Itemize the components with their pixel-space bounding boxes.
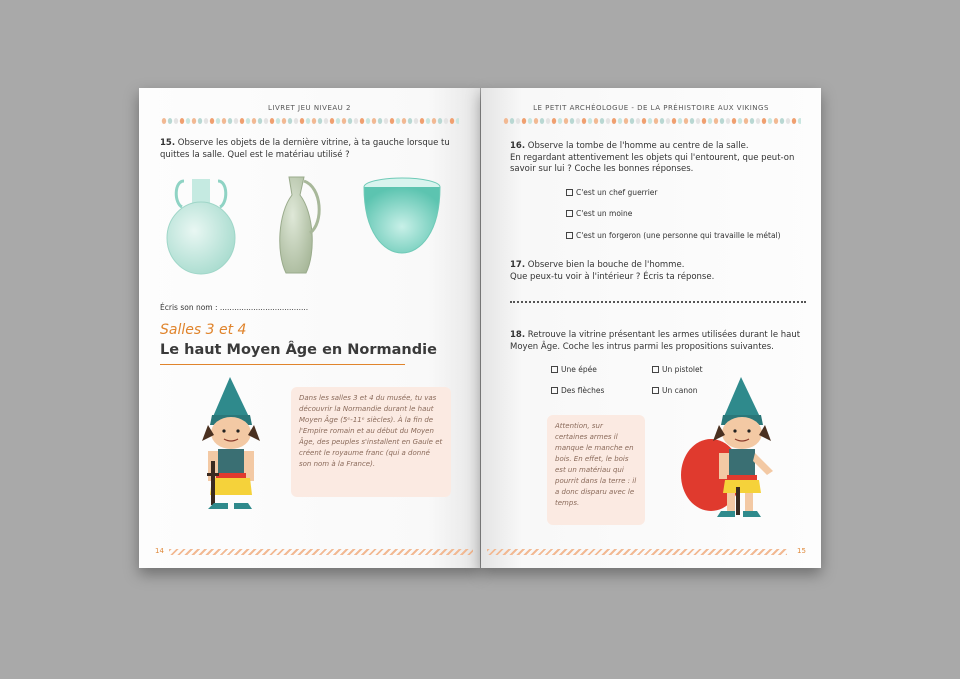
decorative-dot [162,118,166,124]
question-16-line1: Observe la tombe de l'homme au centre de la salle. [527,141,749,151]
decorative-dot [786,118,790,124]
option-une-epee[interactable]: Une épée [551,365,597,374]
decorative-dot [450,118,454,124]
question-18-text: Retrouve la vitrine présentant les armes utilisées durant le haut Moyen Âge. Coche les intrus parmi les propositions suivantes. [510,330,801,352]
decorative-dot [276,118,280,124]
decorative-dot [630,118,634,124]
decorative-dot [402,118,406,124]
decorative-dot [570,118,574,124]
warning-callout [547,415,645,525]
decorative-dot [636,118,640,124]
warning-callout-text: Attention, sur certaines armes il manque le manche en bois. En effet, le bois est un matériau qui pourrit dans la terre : il a donc disparu avec le temps. [555,422,637,507]
page-number-right: 15 [797,547,806,555]
decorative-dot [690,118,694,124]
decorative-dot [234,118,238,124]
footer-decorative-line [169,549,473,555]
decorative-dot [582,118,586,124]
decorative-dot [756,118,760,124]
decorative-dot [282,118,286,124]
decorative-dot [384,118,388,124]
decorative-dot [312,118,316,124]
question-18-number: 18. [510,330,526,340]
checkbox[interactable] [652,387,659,394]
section-underline [160,364,405,365]
checkbox[interactable] [551,366,558,373]
glass-vessels-image [164,173,444,283]
decorative-dot [228,118,232,124]
question-15-number: 15. [160,138,176,148]
decorative-dot [600,118,604,124]
decorative-dot [192,118,196,124]
decorative-dot [558,118,562,124]
decorative-dot [348,118,352,124]
decorative-dot [798,118,801,124]
question-16 [510,141,810,176]
decorative-dot [612,118,616,124]
checkbox[interactable] [652,366,659,373]
decorative-dot [204,118,208,124]
decorative-dot [318,118,322,124]
decorative-dot [342,118,346,124]
footer-decorative-line [487,549,787,555]
decorative-dot [300,118,304,124]
decorative-dot [702,118,706,124]
question-15-text: Observe les objets de la dernière vitrine, à ta gauche lorsque tu quittes la salle. Quel est le matériau utilisé ? [160,138,450,160]
decorative-dot [420,118,424,124]
decorative-dot [774,118,778,124]
decorative-dot [624,118,628,124]
decorative-dot [552,118,556,124]
decorative-dot [714,118,718,124]
decorative-dot [432,118,436,124]
decorative-dot [366,118,370,124]
decorative-dot [780,118,784,124]
left-page-header: LIVRET JEU NIVEAU 2 [268,104,351,112]
decorative-dot [738,118,742,124]
decorative-dot [534,118,538,124]
decorative-dot [654,118,658,124]
page-number-left: 14 [155,547,164,555]
option-chef-guerrier[interactable]: C'est un chef guerrier [566,188,658,197]
decorative-dots-border [503,117,801,125]
question-16-number: 16. [510,141,526,151]
answer-prompt: Écris son nom : ..................................... [160,303,309,312]
right-page-header: LE PETIT ARCHÉOLOGUE - DE LA PRÉHISTOIRE AUX VIKINGS [533,104,769,112]
decorative-dot [732,118,736,124]
decorative-dot [198,118,202,124]
decorative-dot [360,118,364,124]
decorative-dot [660,118,664,124]
decorative-dot [438,118,442,124]
decorative-dot [618,118,622,124]
decorative-dot [606,118,610,124]
checkbox[interactable] [566,189,573,196]
decorative-dot [174,118,178,124]
option-des-fleches[interactable]: Des flèches [551,386,604,395]
section-title: Salles 3 et 4 [160,322,247,338]
checkbox[interactable] [551,387,558,394]
option-un-canon[interactable]: Un canon [652,386,697,395]
decorative-dot [708,118,712,124]
decorative-dot [588,118,592,124]
decorative-dot [216,118,220,124]
glass-flask-vessel [167,179,235,274]
decorative-dot [540,118,544,124]
decorative-dot [354,118,358,124]
decorative-dot [516,118,520,124]
decorative-dot [528,118,532,124]
decorative-dots-border [161,117,459,125]
decorative-dot [792,118,796,124]
decorative-dot [726,118,730,124]
decorative-dot [330,118,334,124]
decorative-dot [240,118,244,124]
decorative-dot [414,118,418,124]
decorative-dot [336,118,340,124]
question-17-number: 17. [510,260,526,270]
decorative-dot [210,118,214,124]
decorative-dot [696,118,700,124]
decorative-dot [246,118,250,124]
decorative-dot [504,118,508,124]
decorative-dot [672,118,676,124]
decorative-dot [666,118,670,124]
decorative-dot [564,118,568,124]
decorative-dot [252,118,256,124]
decorative-dot [678,118,682,124]
right-page [481,88,821,568]
decorative-dot [768,118,772,124]
decorative-dot [594,118,598,124]
option-moine[interactable]: C'est un moine [566,209,632,218]
decorative-dot [684,118,688,124]
left-page [139,88,480,568]
decorative-dot [396,118,400,124]
option-forgeron[interactable]: C'est un forgeron (une personne qui travaille le métal) [566,231,781,240]
question-17-line1: Observe bien la bouche de l'homme. [527,260,685,270]
decorative-dot [372,118,376,124]
decorative-dot [186,118,190,124]
question-15 [160,138,460,161]
question-17 [510,260,810,283]
decorative-dot [426,118,430,124]
viking-character-illustration [194,375,304,525]
checkbox[interactable] [566,232,573,239]
decorative-dot [408,118,412,124]
decorative-dot [294,118,298,124]
section-subtitle: Le haut Moyen Âge en Normandie [160,342,437,358]
decorative-dot [648,118,652,124]
glass-bowl-vessel [364,178,440,253]
decorative-dot [456,118,459,124]
decorative-dot [306,118,310,124]
question-16-line2: En regardant attentivement les objets qui l'entourent, que peut-on savoir sur lui ? Coche les bonnes réponses. [510,152,795,174]
decorative-dot [642,118,646,124]
decorative-dot [444,118,448,124]
decorative-dot [720,118,724,124]
answer-dotted-line[interactable] [510,301,806,303]
decorative-dot [390,118,394,124]
option-un-pistolet[interactable]: Un pistolet [652,365,703,374]
decorative-dot [288,118,292,124]
history-info-callout [291,387,451,497]
decorative-dot [324,118,328,124]
decorative-dot [270,118,274,124]
decorative-dot [576,118,580,124]
decorative-dot [378,118,382,124]
decorative-dot [750,118,754,124]
decorative-dot [180,118,184,124]
decorative-dot [744,118,748,124]
question-17-line2: Que peux-tu voir à l'intérieur ? Écris ta réponse. [510,271,715,282]
glass-jug-vessel [280,177,319,273]
question-18 [510,330,806,353]
decorative-dot [510,118,514,124]
decorative-dot [258,118,262,124]
viking-warrior-illustration [679,375,789,535]
checkbox[interactable] [566,210,573,217]
history-info-callout-text: Dans les salles 3 et 4 du musée, tu vas découvrir la Normandie durant le haut Moyen Âge (5ᵉ-11ᵉ siècles). À la fin de l'Empire romain et au début du Moyen Âge, des peuples s'installent en Gaule et créent le royaume franc (qui a donné son nom à la France). [299,394,443,468]
decorative-dot [168,118,172,124]
decorative-dot [264,118,268,124]
decorative-dot [546,118,550,124]
decorative-dot [762,118,766,124]
decorative-dot [522,118,526,124]
decorative-dot [222,118,226,124]
